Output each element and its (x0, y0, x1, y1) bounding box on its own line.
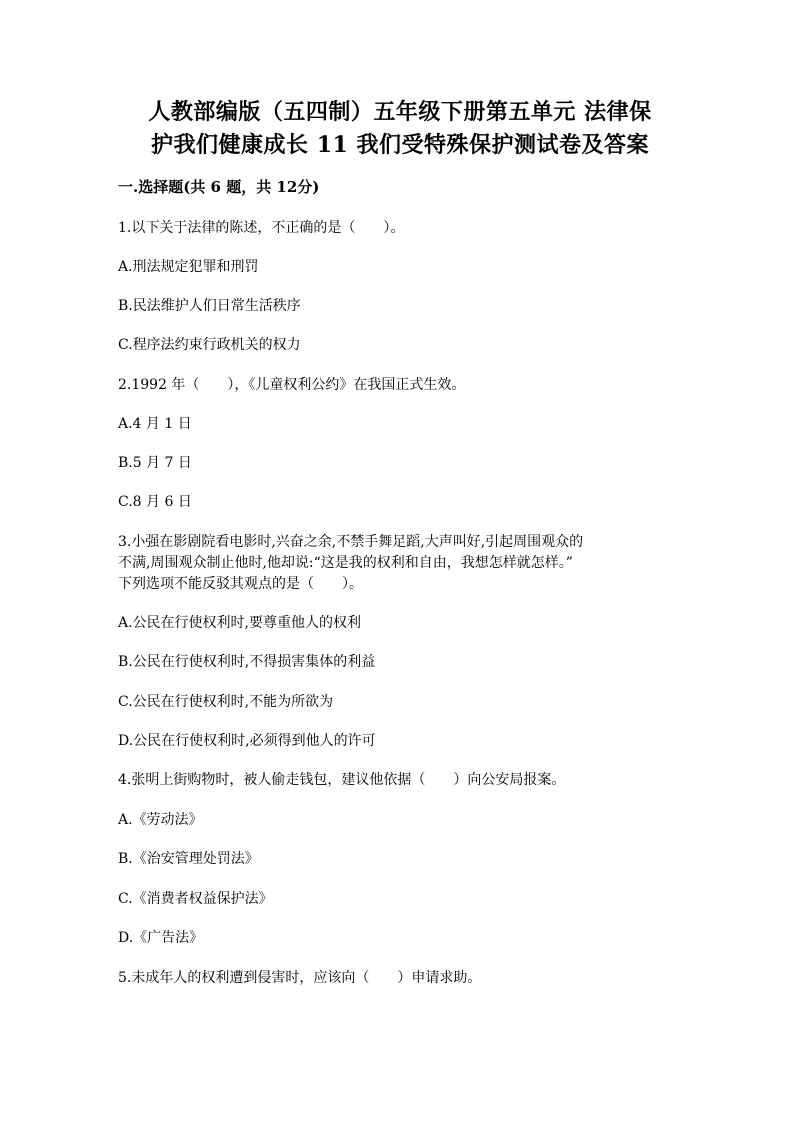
question-1-stem: 1.以下关于法律的陈述，不正确的是（ ）。 (118, 220, 405, 236)
question-2-stem: 2.1992 年（ ），《儿童权利公约》在我国正式生效。 (118, 377, 466, 393)
question-2-option-a: A.4 月 1 日 (118, 416, 192, 432)
question-1-option-a: A.刑法规定犯罪和刑罚 (118, 259, 259, 275)
section-heading: 一.选择题(共 6 题，共 12分) (118, 178, 320, 196)
question-3-option-c: C.公民在行使权利时,不能为所欲为 (118, 694, 334, 710)
document-title-line-1: 人教部编版（五四制）五年级下册第五单元 法律保 (148, 99, 652, 125)
question-3-stem-line-3: 下列选项不能反驳其观点的是（ ）。 (118, 576, 363, 592)
question-3-option-b: B.公民在行使权利时,不得损害集体的利益 (118, 654, 376, 670)
question-2-option-c: C.8 月 6 日 (118, 494, 192, 510)
question-4-option-b: B.《治安管理处罚法》 (118, 851, 259, 867)
question-4-option-d: D.《广告法》 (118, 930, 204, 946)
question-3-stem-line-1: 3.小强在影剧院看电影时,兴奋之余,不禁手舞足蹈,大声叫好,引起周围观众的 (118, 534, 584, 550)
document-title-line-2: 护我们健康成长 11 我们受特殊保护测试卷及答案 (151, 132, 649, 158)
question-4-stem: 4.张明上街购物时，被人偷走钱包，建议他依据（ ）向公安局报案。 (118, 772, 566, 788)
question-3-option-a: A.公民在行使权利时,要尊重他人的权利 (118, 615, 362, 631)
question-2-option-b: B.5 月 7 日 (118, 455, 192, 471)
question-4-option-a: A.《劳动法》 (118, 812, 203, 828)
question-3-option-d: D.公民在行使权利时,必须得到他人的许可 (118, 733, 376, 749)
question-4-option-c: C.《消费者权益保护法》 (118, 891, 273, 907)
question-3-stem-line-2: 不满,周围观众制止他时,他却说:“这是我的权利和自由，我想怎样就怎样。” (118, 555, 573, 571)
question-5-stem: 5.未成年人的权利遭到侵害时，应该向（ ）申请求助。 (118, 970, 482, 986)
question-1-option-c: C.程序法约束行政机关的权力 (118, 337, 301, 353)
question-1-option-b: B.民法维护人们日常生活秩序 (118, 298, 301, 314)
